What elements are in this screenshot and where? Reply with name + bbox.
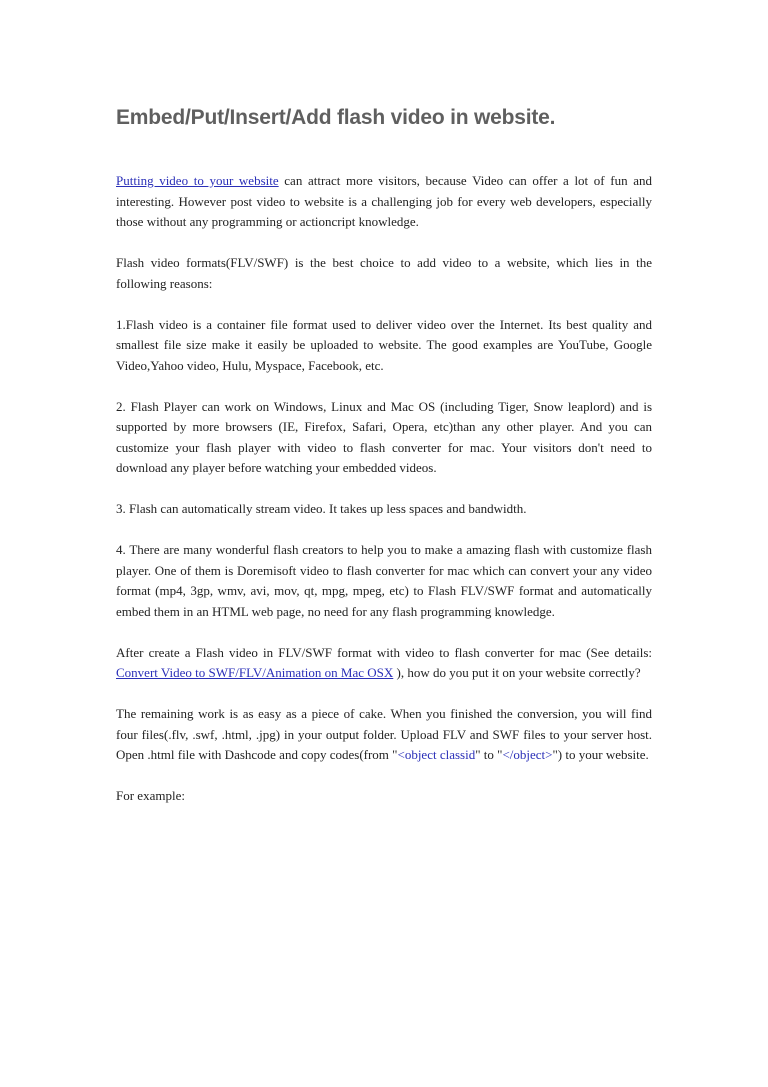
paragraph-after-create [116,643,652,684]
object-open-code: <object classid [397,747,476,762]
page-title: Embed/Put/Insert/Add flash video in website. [116,106,556,129]
paragraph-reason-3: 3. Flash can automatically stream video. It takes up less spaces and bandwidth. [116,501,527,516]
document-body [116,171,652,827]
paragraph-remaining-before: The remaining work is as easy as a piece of cake. When you finished the conversion, you will find four files(.flv, .swf, .html, .jpg) in your output folder. Upload FLV and SWF files to your server host. Open .html file with Dashcode and copy codes(from " [116,706,652,762]
paragraph-intro [116,171,652,233]
paragraph-reason-2: 2. Flash Player can work on Windows, Linux and Mac OS (including Tiger, Snow leaplord) and is supported by more browsers (IE, Firefox, Safari, Opera, etc)than any other player. And you can customize your flash player with video to flash converter for mac. Your visitors don't need to download any player before watching your embedded videos. [116,398,652,475]
paragraph-remaining-after: ") to your website. [552,747,649,762]
paragraph-after-create-before: After create a Flash video in FLV/SWF format with video to flash converter for mac (See details: [116,644,652,660]
paragraph-for-example: For example: [116,788,185,803]
convert-video-link[interactable]: Convert Video to SWF/FLV/Animation on Mac OSX [116,665,394,680]
paragraph-after-create-after: ), how do you put it on your website correctly? [393,665,641,680]
putting-video-link[interactable]: Putting video to your website [116,173,279,188]
object-close-code: </object> [502,747,553,762]
paragraph-intro-text: can attract more visitors, because Video can offer a lot of fun and interesting. However post video to website is a challenging job for every web developers, especially those without any programming or actioncript knowledge. [116,173,652,229]
paragraph-remaining-middle: " to " [475,747,503,762]
paragraph-remaining-work [116,704,652,766]
paragraph-formats: Flash video formats(FLV/SWF) is the best choice to add video to a website, which lies in the following reasons: [116,255,652,291]
paragraph-reason-4: 4. There are many wonderful flash creators to help you to make a amazing flash with customize flash player. One of them is Doremisoft video to flash converter for mac which can convert your any video format (mp4, 3gp, wmv, avi, mov, qt, mpg, mpeg, etc) to Flash FLV/SWF format and automatically embed them in an HTML web page, no need for any flash programming knowledge. [116,542,652,619]
paragraph-reason-1: 1.Flash video is a container file format used to deliver video over the Internet. Its best quality and smallest file size make it easily be uploaded to website. The good examples are YouTube, Google Video,Yahoo video, Hulu, Myspace, Facebook, etc. [116,316,652,373]
